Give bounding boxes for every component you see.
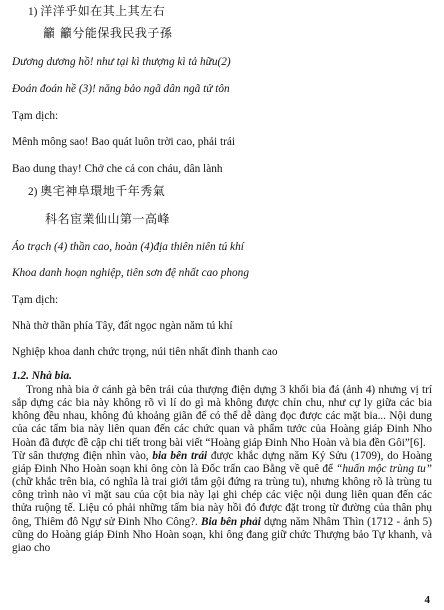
verse2-han-line1: 2) 奧宅神阜環地千年秀氣 bbox=[28, 184, 166, 198]
verse2-translation-line1: Nhà thờ thần phía Tây, đất ngọc ngàn năm tú khí bbox=[12, 320, 233, 332]
verse2-han-line2: 科名宦業仙山第一高峰 bbox=[45, 212, 171, 226]
paragraph-1: Trong nhà bia ở cánh gà bên trái của thượng điện dựng 3 khối bia đá (ảnh 4) nhưng vị trí sắp dựng các bia này không rõ vì lí do gì mà không được chỉn chu, như cự ly giữa các bia không đều nhau, không đủ khoảng giãn để có thể dễ dàng đọc được các mặt bia... Nội dung của các tấm bia này liên quan đến các chức quan và phẩm tước của Hoàng giáp Đinh Nho Hoàn đã được đề cập chi tiết trong bài viết “Hoàng giáp Đinh Nho Hoàn và bia đền Gôi”[6]. bbox=[12, 384, 432, 449]
verse2-number: 2) bbox=[28, 186, 38, 198]
verse2-romanized-line1: Áo trạch (4) thần cao, hoàn (4)địa thiên niên tú khí bbox=[12, 241, 244, 253]
quoted-phrase: “huấn mộc trùng tu” bbox=[336, 462, 433, 475]
verse1-romanized-line2: Đoán đoán hề (3)! năng bảo ngã dân ngã tử tôn bbox=[12, 83, 230, 95]
verse1-translation-line2: Bao dung thay! Chở che cả con cháu, dân lành bbox=[12, 163, 223, 175]
verse1-han-line2: 籲 籲兮能保我民我子孫 bbox=[43, 26, 173, 40]
right-stele-label: Bia bên phải bbox=[201, 515, 261, 528]
verse1-number: 1) bbox=[28, 6, 38, 18]
left-stele-label: bia bên trái bbox=[152, 449, 208, 462]
paragraph-2: Từ sân thượng điện nhìn vào, bia bên trái được khắc dựng năm Kỷ Sửu (1709), do Hoàng giáp Đinh Nho Hoàn soạn khi ông còn là Đốc trấn cao Bằng về quê để “huấn mộc trùng tu” (chữ khắc trên bia, có nghĩa là trai giới tắm gội đứng ra trùng tu), nhưng không rõ là trùng tu công trình nào vì mặt sau của cột bia này lại ghi chép các việc nội dung liên quan đến các thửa ruộng tế. Liệu có phải những tấm bia này hồi đó được đặt trong từ đường của thân phụ ông, Thiêm đô Ngự sử Đinh Nho Công?. Bia bên phải dựng năm Nhâm Thìn (1712 - ảnh 5) cũng do Hoàng giáp Đinh Nho Hoàn soạn, khi ông đang giữ chức Thượng bảo Tự khanh, và giao cho bbox=[12, 449, 433, 554]
page-number: 4 bbox=[424, 594, 430, 606]
verse2-translation-label: Tạm dịch: bbox=[12, 294, 59, 306]
verse2-translation-line2: Nghiệp khoa danh chức trọng, núi tiên nhất đỉnh thanh cao bbox=[12, 346, 278, 358]
verse1-translation-label: Tạm dịch: bbox=[12, 110, 59, 122]
verse1-han-line1: 1) 洋洋乎如在其上其左右 bbox=[28, 4, 166, 18]
verse1-romanized-line1: Dương dương hồ! như tại kì thượng kì tả hữu(2) bbox=[12, 56, 231, 68]
verse2-romanized-line2: Khoa danh hoạn nghiệp, tiên sơn đệ nhất cao phong bbox=[12, 267, 249, 279]
section-heading: 1.2. Nhà bia. bbox=[12, 370, 72, 382]
section-body bbox=[12, 384, 432, 555]
verse1-translation-line1: Mênh mông sao! Bao quát luôn trời cao, phải trái bbox=[12, 136, 236, 148]
